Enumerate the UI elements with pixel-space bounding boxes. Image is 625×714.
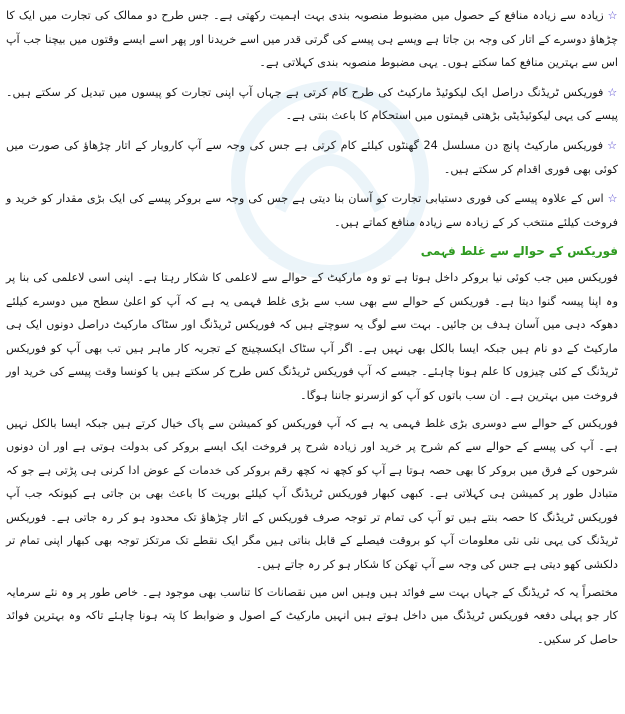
article-body bbox=[6, 4, 618, 655]
star-outline-icon: ☆ bbox=[607, 9, 618, 22]
bullet-text: فوریکس مارکیٹ پانچ دن مسلسل 24 گھنٹوں کیلئے کام کرتی ہے جس کی وجہ سے آپ کاروبار کے اتار چڑھاؤ کی صورت میں کوئی بھی فوری اقدام کر سکتے ہیں۔ bbox=[6, 138, 618, 176]
bullet-item bbox=[6, 81, 618, 128]
bullet-text: زیادہ سے زیادہ منافع کے حصول میں مضبوط منصوبہ بندی بہت اہمیت رکھتی ہے۔ جس طرح دو ممالک کی تجارت میں ایک کا چڑھاؤ دوسرے کے اتار کی وجہ بن جاتا ہے ویسے ہی پیسے کی گرتی قدر میں اسے خریدنا اور پھر اسے ایسے وقتوں میں بیچنا جب آپ اس سے بہترین منافع کما سکتے ہوں۔ یہی مضبوط منصوبہ بندی کہلاتی ہے۔ bbox=[6, 9, 618, 70]
bullet-text: فوریکس ٹریڈنگ دراصل ایک لیکوئیڈ مارکیٹ کی طرح کام کرتی ہے جہاں آپ اپنی تجارت کو پیسوں میں تبدیل کر سکتے ہیں۔ پیسے کی یہی لیکوئیڈیٹی بڑھتی قیمتوں میں استحکام کا باعث بنتی ہے۔ bbox=[6, 85, 618, 123]
star-outline-icon: ☆ bbox=[607, 138, 618, 152]
paragraph: فوریکس میں جب کوئی نیا بروکر داخل ہوتا ہے تو وہ مارکیٹ کے حوالے سے لاعلمی کا شکار رہتا ہے۔ اپنی اسی لاعلمی کی بنا پر وہ اپنا پیسہ گنوا دیتا ہے۔ فوریکس کے حوالے سے بھی سب سے بڑی غلط فہمی یہ ہے کہ آپ کو اعلیٰ سطح میں دوسرے کیلئے دھوکہ دہی میں آسان ہدف بن جائیں۔ بہت سے لوگ یہ سوچتے ہیں کہ فوریکس ٹریڈنگ اور سٹاک مارکیٹ دراصل دونوں ایک ہی مارکیٹ کے دو نام ہیں جبکہ ایسا بالکل بھی نہیں ہے۔ اگر آپ سٹاک ایکسچینج کے تجربہ کار ماہر ہیں تب بھی آپ کو فوریکس ٹریڈنگ کے کئی چیزوں کا علم ہونا چاہئے۔ جیسے کہ آپ فوریکس ٹریڈنگ کس طرح کر سکتے ہیں یا کونسا وقت پیسے کی خرید اور فروخت میں بہترین ہے۔ ان سب باتوں کو آپ کو ازسرنو جاننا ہوگا۔ bbox=[6, 270, 618, 402]
bullet-item bbox=[6, 187, 618, 234]
star-outline-icon: ☆ bbox=[607, 85, 618, 99]
bullet-item bbox=[6, 4, 618, 75]
paragraph: مختصراً یہ کہ ٹریڈنگ کے جہاں بہت سے فوائد ہیں وہیں اس میں نقصانات کا تناسب بھی موجود ہے۔ خاص طور پر وہ نئے سرمایہ کار جو پہلی دفعہ فوریکس ٹریڈنگ میں داخل ہوتے ہیں انہیں مارکیٹ کے اصول و ضوابط کا پتہ ہونا چاہئے تاکہ وہ بہترین فوائد حاصل کر سکیں۔ bbox=[6, 585, 618, 646]
star-outline-icon: ☆ bbox=[607, 192, 618, 206]
paragraph: فوریکس کے حوالے سے دوسری بڑی غلط فہمی یہ ہے کہ آپ فوریکس کو کمیشن سے پاک خیال کرتے ہیں جبکہ ایسا بالکل نہیں ہے۔ آپ کی پیسے کے حوالے سے کم شرح پر خرید اور زیادہ شرح پر فروخت ایک ایسے بروکر کی بدولت ہوتی ہے اور ان دونوں شرحوں کے فرق میں بروکر کا بھی حصہ ہوتا ہے آپ کو کچھ نہ کچھ رقم بروکر کی خدمات کے عوض ادا کرنی ہی پڑتی ہے جو کہ متبادل طور پر کمیشن ہی کہلاتی ہے۔ کبھی کبھار فوریکس ٹریڈنگ آپ کیلئے بوریت کا باعث بھی بن جاتی ہے کیونکہ جب آپ فوریکس ٹریڈنگ کا حصہ بنتے ہیں تو آپ کی تمام تر توجہ صرف فوریکس کے اتار چڑھاؤ تک محدود ہو کر رہ جاتی ہے۔ فوریکس ٹریڈنگ کی یہی نئی نئی معلومات آپ کو بروقت فیصلے کے قابل بناتی ہیں مگر ایک نقطے تک مرتکز توجہ بھی کبھار اپنی تمام تر دلکشی کھو دیتی ہے جس کی وجہ سے آپ تھکن کا شکار ہو کر رہ جاتے ہیں۔ bbox=[6, 416, 618, 572]
bullet-item bbox=[6, 134, 618, 181]
bullet-text: اس کے علاوہ پیسے کی فوری دستیابی تجارت کو آسان بنا دیتی ہے جس کی وجہ سے بروکر پیسے کی ایک بڑی مقدار کو خرید و فروخت کیلئے منتخب کر کے زیادہ سے زیادہ منافع کماتے ہیں۔ bbox=[6, 192, 618, 229]
section-heading: فوریکس کے حوالے سے غلط فہمی bbox=[420, 244, 618, 259]
